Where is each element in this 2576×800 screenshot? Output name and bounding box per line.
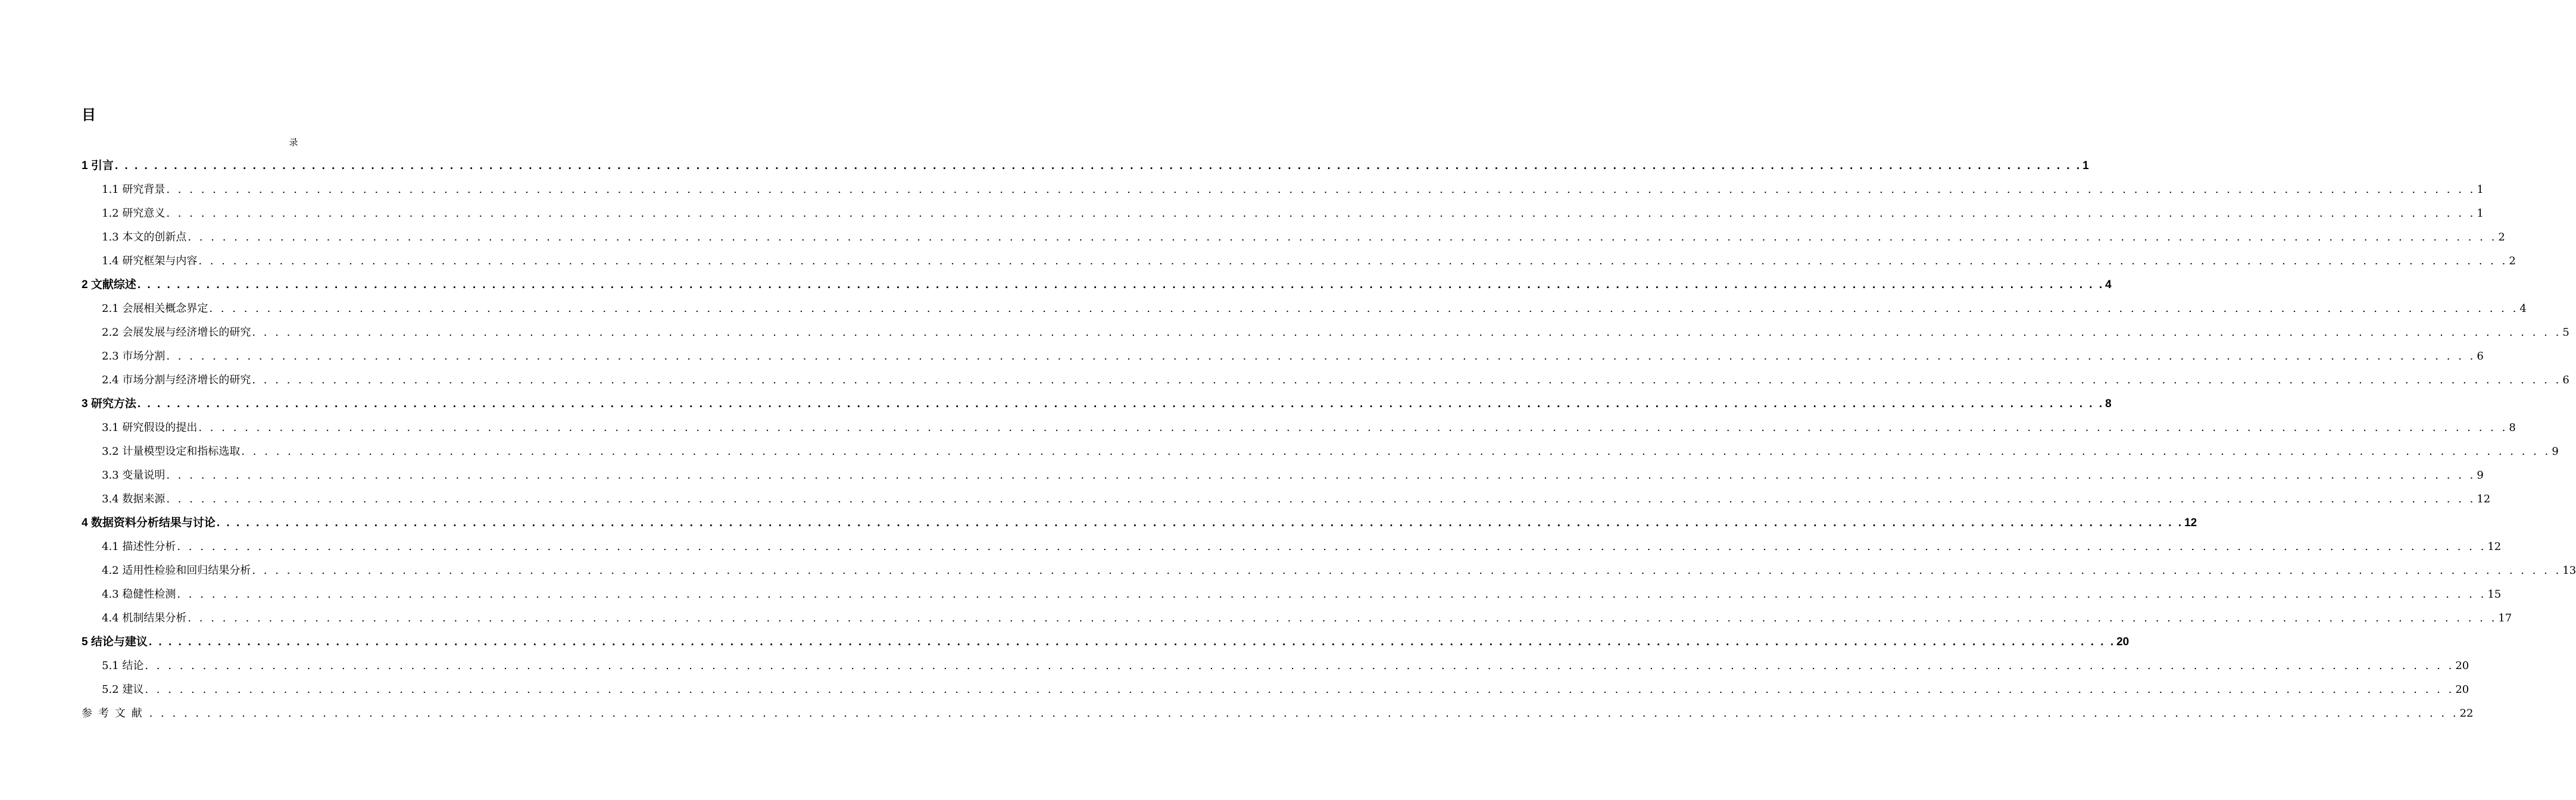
toc-section-entry[interactable]	[82, 559, 2576, 583]
toc-page-number: 9	[2477, 469, 2484, 482]
toc-page-number: 1	[2477, 183, 2484, 196]
toc-entry-label: 5 结论与建议	[82, 636, 148, 648]
toc-section-entry[interactable]	[82, 178, 2484, 202]
toc-dot-leader: . . . . . . . . . . . . . . . . . . . . . . . . . . . . . . . . . . . . . . . . . . . . . . . . . . . . . . . . . . . . . . . . . . . . . . . . . . . . . . . . . . . . . . . . . . . . . . . . . . . . . . . . . . . . . . . . . . . . . . . . . . . . . . . . . . . . . . . . . . . . . . . . . . . . . . . . . . . . . . . . . . . . . . . . . . . . . . . . . . . . . . . . . . . . . . . . . . . . . . . .	[188, 612, 2497, 624]
toc-entry-label: 5.2 建议	[102, 683, 144, 696]
toc-entry-label: 3.1 研究假设的提出	[102, 421, 198, 434]
toc-section-entry[interactable]	[82, 464, 2484, 488]
toc-entry-label: 参考文献	[82, 707, 148, 720]
toc-dot-leader: . . . . . . . . . . . . . . . . . . . . . . . . . . . . . . . . . . . . . . . . . . . . . . . . . . . . . . . . . . . . . . . . . . . . . . . . . . . . . . . . . . . . . . . . . . . . . . . . . . . . . . . . . . . . . . . . . . . . . . . . . . . . . . . . . . . . . . . . . . . . . . . . . . . . . . . . . . . . . . . . . . . . . . . . . . . . . . . . . . . . . . . . . . . . . . . . . . . . . . . .	[166, 183, 2476, 196]
toc-section-entry[interactable]	[82, 368, 2569, 392]
toc-dot-leader: . . . . . . . . . . . . . . . . . . . . . . . . . . . . . . . . . . . . . . . . . . . . . . . . . . . . . . . . . . . . . . . . . . . . . . . . . . . . . . . . . . . . . . . . . . . . . . . . . . . . . . . . . . . . . . . . . . . . . . . . . . . . . . . . . . . . . . . . . . . . . . . . . . . . . . . . . . . . . . . . . . . . . . . . . . . . . . . . . . . . . . . . . . . . . . . . . . . . . . . .	[198, 421, 2508, 434]
toc-entry-label: 3.3 变量说明	[102, 469, 166, 482]
toc-dot-leader: . . . . . . . . . . . . . . . . . . . . . . . . . . . . . . . . . . . . . . . . . . . . . . . . . . . . . . . . . . . . . . . . . . . . . . . . . . . . . . . . . . . . . . . . . . . . . . . . . . . . . . . . . . . . . . . . . . . . . . . . . . . . . . . . . . . . . . . . . . . . . . . . . . . . . . . . . . . . . . . . . . . . . . . . . . . . . . . . . . . . . . . . . . . . . . . . . . . . . . . .	[252, 374, 2562, 386]
toc-entry-label: 1.3 本文的创新点	[102, 231, 187, 243]
toc-dot-leader: . . . . . . . . . . . . . . . . . . . . . . . . . . . . . . . . . . . . . . . . . . . . . . . . . . . . . . . . . . . . . . . . . . . . . . . . . . . . . . . . . . . . . . . . . . . . . . . . . . . . . . . . . . . . . . . . . . . . . . . . . . . . . . . . . . . . . . . . . . . . . . . . . . . . . . . . . . . . . . . . . . . . . . . . . . . . . . . . . . . . . . . . . . . . . . . . . . . . . . . .	[241, 445, 2551, 458]
toc-page-number: 9	[2552, 445, 2559, 458]
toc-dot-leader: . . . . . . . . . . . . . . . . . . . . . . . . . . . . . . . . . . . . . . . . . . . . . . . . . . . . . . . . . . . . . . . . . . . . . . . . . . . . . . . . . . . . . . . . . . . . . . . . . . . . . . . . . . . . . . . . . . . . . . . . . . . . . . . . . . . . . . . . . . . . . . . . . . . . . . . . . . . . . . . . . . . . . . . . . . . . . . . . . . . . . . . . . . . . . . . . . . . . . . . .	[166, 493, 2476, 505]
toc-page-number: 6	[2562, 374, 2569, 386]
toc-entry-label: 4 数据资料分析结果与讨论	[82, 517, 216, 529]
toc-page-number: 17	[2498, 612, 2512, 624]
toc-page-number: 8	[2105, 398, 2112, 410]
toc-entry-label: 5.1 结论	[102, 660, 144, 672]
toc-dot-leader: . . . . . . . . . . . . . . . . . . . . . . . . . . . . . . . . . . . . . . . . . . . . . . . . . . . . . . . . . . . . . . . . . . . . . . . . . . . . . . . . . . . . . . . . . . . . . . . . . . . . . . . . . . . . . . . . . . . . . . . . . . . . . . . . . . . . . . . . . . . . . . . . . . . . . . . . . . . . . . . . . . . . . . . . . . . . . . . . . . . . . . . . . . . . . . . . . . . . . . . .	[145, 683, 2455, 696]
toc-dot-leader: . . . . . . . . . . . . . . . . . . . . . . . . . . . . . . . . . . . . . . . . . . . . . . . . . . . . . . . . . . . . . . . . . . . . . . . . . . . . . . . . . . . . . . . . . . . . . . . . . . . . . . . . . . . . . . . . . . . . . . . . . . . . . . . . . . . . . . . . . . . . . . . . . . . . . . . . . . . . . . . . . . . . . . . . . . . . . . . . . . . . . . . . . . . . . . . . . . . . . . . .	[188, 231, 2497, 243]
toc-section-entry[interactable]	[82, 202, 2484, 226]
toc-entry-label: 1.4 研究框架与内容	[102, 255, 198, 267]
toc-dot-leader: . . . . . . . . . . . . . . . . . . . . . . . . . . . . . . . . . . . . . . . . . . . . . . . . . . . . . . . . . . . . . . . . . . . . . . . . . . . . . . . . . . . . . . . . . . . . . . . . . . . . . . . . . . . . . . . . . . . . . . . . . . . . . . . . . . . . . . . . . . . . . . . . . . . . . . . . . . . . . . . . . . . . . . . . . . . . . . . . . . . . . . . . . . . . . . . . . . . . . . . .	[166, 469, 2476, 482]
toc-entry-label: 1 引言	[82, 160, 114, 172]
toc-section-entry[interactable]	[82, 607, 2512, 630]
toc-dot-leader: . . . . . . . . . . . . . . . . . . . . . . . . . . . . . . . . . . . . . . . . . . . . . . . . . . . . . . . . . . . . . . . . . . . . . . . . . . . . . . . . . . . . . . . . . . . . . . . . . . . . . . . . . . . . . . . . . . . . . . . . . . . . . . . . . . . . . . . . . . . . . . . . . . . . . . . . . . . . . . . . . . . . . . . . . . . . . . . . . . . . . . . . . . . . . . . . . . . . . . . .	[198, 255, 2508, 267]
toc-heading-second-char: 录	[289, 137, 298, 148]
toc-dot-leader: . . . . . . . . . . . . . . . . . . . . . . . . . . . . . . . . . . . . . . . . . . . . . . . . . . . . . . . . . . . . . . . . . . . . . . . . . . . . . . . . . . . . . . . . . . . . . . . . . . . . . . . . . . . . . . . . . . . . . . . . . . . . . . . . . . . . . . . . . . . . . . . . . . . . . . . . . . . . . . . . . . . . . . . . . . . . . . . . . . . . . . . . . . . . . . . . . . . . . . . .	[114, 160, 2082, 172]
toc-entry-label: 1.2 研究意义	[102, 207, 166, 220]
toc-entry-label: 3.2 计量模型设定和指标选取	[102, 445, 241, 458]
toc-dot-leader: . . . . . . . . . . . . . . . . . . . . . . . . . . . . . . . . . . . . . . . . . . . . . . . . . . . . . . . . . . . . . . . . . . . . . . . . . . . . . . . . . . . . . . . . . . . . . . . . . . . . . . . . . . . . . . . . . . . . . . . . . . . . . . . . . . . . . . . . . . . . . . . . . . . . . . . . . . . . . . . . . . . . . . . . . . . . . . . . . . . . . . . . . . . . . . . . . . . . . . . .	[166, 207, 2476, 220]
toc-chapter-entry[interactable]	[82, 154, 2089, 178]
toc-chapter-entry[interactable]	[82, 392, 2112, 416]
toc-dot-leader: . . . . . . . . . . . . . . . . . . . . . . . . . . . . . . . . . . . . . . . . . . . . . . . . . . . . . . . . . . . . . . . . . . . . . . . . . . . . . . . . . . . . . . . . . . . . . . . . . . . . . . . . . . . . . . . . . . . . . . . . . . . . . . . . . . . . . . . . . . . . . . . . . . . . . . . . . . . . . . . . . . . . . . . . . . . . . . . . . . . . . . . . . . . . . . . . . . . . . . . .	[166, 350, 2476, 362]
toc-chapter-entry[interactable]	[82, 511, 2197, 535]
toc-entry-label: 4.2 适用性检验和回归结果分析	[102, 564, 251, 577]
toc-entry-label: 2.2 会展发展与经济增长的研究	[102, 326, 251, 339]
toc-dot-leader: . . . . . . . . . . . . . . . . . . . . . . . . . . . . . . . . . . . . . . . . . . . . . . . . . . . . . . . . . . . . . . . . . . . . . . . . . . . . . . . . . . . . . . . . . . . . . . . . . . . . . . . . . . . . . . . . . . . . . . . . . . . . . . . . . . . . . . . . . . . . . . . . . . . . . . . . . . . . . . . . . . . . . . . . . . . . . . . . . . . . . . . . . . . . . . . . . . . . . . . .	[149, 707, 2459, 720]
toc-page-number: 20	[2455, 683, 2469, 696]
toc-section-entry[interactable]	[82, 297, 2527, 321]
toc-dot-leader: . . . . . . . . . . . . . . . . . . . . . . . . . . . . . . . . . . . . . . . . . . . . . . . . . . . . . . . . . . . . . . . . . . . . . . . . . . . . . . . . . . . . . . . . . . . . . . . . . . . . . . . . . . . . . . . . . . . . . . . . . . . . . . . . . . . . . . . . . . . . . . . . . . . . . . . . . . . . . . . . . . . . . . . . . . . . . . . . . . . . . . . . . . . . . . . . . . . . . . . .	[145, 660, 2455, 672]
toc-section-entry[interactable]	[82, 488, 2491, 511]
toc-entry-label: 2.4 市场分割与经济增长的研究	[102, 374, 251, 386]
toc-section-entry[interactable]	[82, 345, 2484, 368]
toc-entry-label: 3.4 数据来源	[102, 493, 166, 505]
toc-entry-label: 1.1 研究背景	[102, 183, 166, 196]
toc-entry-label: 4.3 稳健性检测	[102, 588, 176, 601]
toc-entry-label: 4.1 描述性分析	[102, 540, 176, 553]
toc-dot-leader: . . . . . . . . . . . . . . . . . . . . . . . . . . . . . . . . . . . . . . . . . . . . . . . . . . . . . . . . . . . . . . . . . . . . . . . . . . . . . . . . . . . . . . . . . . . . . . . . . . . . . . . . . . . . . . . . . . . . . . . . . . . . . . . . . . . . . . . . . . . . . . . . . . . . . . . . . . . . . . . . . . . . . . . . . . . . . . . . . . . . . . . . . . . . . . . . . . . . . . . .	[137, 398, 2104, 410]
toc-page-number: 4	[2519, 302, 2527, 315]
toc-section-entry[interactable]	[82, 416, 2516, 440]
toc-entry-label: 3 研究方法	[82, 398, 136, 410]
toc-page-number: 22	[2459, 707, 2474, 720]
toc-entry-label: 2.1 会展相关概念界定	[102, 302, 208, 315]
table-of-contents	[82, 154, 2576, 726]
toc-section-entry[interactable]	[82, 535, 2502, 559]
toc-section-entry[interactable]	[82, 440, 2559, 464]
toc-page-number: 1	[2477, 207, 2484, 220]
toc-dot-leader: . . . . . . . . . . . . . . . . . . . . . . . . . . . . . . . . . . . . . . . . . . . . . . . . . . . . . . . . . . . . . . . . . . . . . . . . . . . . . . . . . . . . . . . . . . . . . . . . . . . . . . . . . . . . . . . . . . . . . . . . . . . . . . . . . . . . . . . . . . . . . . . . . . . . . . . . . . . . . . . . . . . . . . . . . . . . . . . . . . . . . . . . . . . . . . . . . . . . . . . .	[252, 564, 2562, 577]
toc-chapter-entry[interactable]	[82, 630, 2130, 654]
toc-heading-first-char: 目	[82, 107, 96, 123]
toc-dot-leader: . . . . . . . . . . . . . . . . . . . . . . . . . . . . . . . . . . . . . . . . . . . . . . . . . . . . . . . . . . . . . . . . . . . . . . . . . . . . . . . . . . . . . . . . . . . . . . . . . . . . . . . . . . . . . . . . . . . . . . . . . . . . . . . . . . . . . . . . . . . . . . . . . . . . . . . . . . . . . . . . . . . . . . . . . . . . . . . . . . . . . . . . . . . . . . . . . . . . . . . .	[216, 517, 2184, 529]
toc-page-number: 5	[2562, 326, 2569, 339]
toc-page-number: 12	[2184, 517, 2197, 529]
toc-dot-leader: . . . . . . . . . . . . . . . . . . . . . . . . . . . . . . . . . . . . . . . . . . . . . . . . . . . . . . . . . . . . . . . . . . . . . . . . . . . . . . . . . . . . . . . . . . . . . . . . . . . . . . . . . . . . . . . . . . . . . . . . . . . . . . . . . . . . . . . . . . . . . . . . . . . . . . . . . . . . . . . . . . . . . . . . . . . . . . . . . . . . . . . . . . . . . . . . . . . . . . . .	[252, 326, 2562, 339]
toc-page-number: 12	[2477, 493, 2491, 505]
toc-section-entry[interactable]	[82, 654, 2469, 678]
toc-section-entry[interactable]	[82, 321, 2569, 345]
toc-chapter-entry[interactable]	[82, 273, 2112, 297]
toc-page-number: 13	[2562, 564, 2576, 577]
toc-page-number: 20	[2455, 660, 2469, 672]
toc-dot-leader: . . . . . . . . . . . . . . . . . . . . . . . . . . . . . . . . . . . . . . . . . . . . . . . . . . . . . . . . . . . . . . . . . . . . . . . . . . . . . . . . . . . . . . . . . . . . . . . . . . . . . . . . . . . . . . . . . . . . . . . . . . . . . . . . . . . . . . . . . . . . . . . . . . . . . . . . . . . . . . . . . . . . . . . . . . . . . . . . . . . . . . . . . . . . . . . . . . . . . . . .	[148, 636, 2116, 648]
toc-page-number: 2	[2509, 255, 2516, 267]
toc-page-number: 12	[2487, 540, 2502, 553]
toc-dot-leader: . . . . . . . . . . . . . . . . . . . . . . . . . . . . . . . . . . . . . . . . . . . . . . . . . . . . . . . . . . . . . . . . . . . . . . . . . . . . . . . . . . . . . . . . . . . . . . . . . . . . . . . . . . . . . . . . . . . . . . . . . . . . . . . . . . . . . . . . . . . . . . . . . . . . . . . . . . . . . . . . . . . . . . . . . . . . . . . . . . . . . . . . . . . . . . . . . . . . . . . .	[177, 540, 2487, 553]
toc-page-number: 1	[2082, 160, 2089, 172]
toc-dot-leader: . . . . . . . . . . . . . . . . . . . . . . . . . . . . . . . . . . . . . . . . . . . . . . . . . . . . . . . . . . . . . . . . . . . . . . . . . . . . . . . . . . . . . . . . . . . . . . . . . . . . . . . . . . . . . . . . . . . . . . . . . . . . . . . . . . . . . . . . . . . . . . . . . . . . . . . . . . . . . . . . . . . . . . . . . . . . . . . . . . . . . . . . . . . . . . . . . . . . . . . .	[177, 588, 2487, 601]
toc-page-number: 20	[2116, 636, 2130, 648]
toc-entry-label: 2 文献综述	[82, 279, 136, 291]
toc-dot-leader: . . . . . . . . . . . . . . . . . . . . . . . . . . . . . . . . . . . . . . . . . . . . . . . . . . . . . . . . . . . . . . . . . . . . . . . . . . . . . . . . . . . . . . . . . . . . . . . . . . . . . . . . . . . . . . . . . . . . . . . . . . . . . . . . . . . . . . . . . . . . . . . . . . . . . . . . . . . . . . . . . . . . . . . . . . . . . . . . . . . . . . . . . . . . . . . . . . . . . . . .	[137, 279, 2104, 291]
toc-page-number: 6	[2477, 350, 2484, 362]
toc-section-entry[interactable]	[82, 583, 2502, 607]
toc-page-number: 15	[2487, 588, 2502, 601]
toc-entry-label: 2.3 市场分割	[102, 350, 166, 362]
toc-references-entry[interactable]	[82, 702, 2474, 726]
toc-section-entry[interactable]	[82, 249, 2516, 273]
toc-section-entry[interactable]	[82, 678, 2469, 702]
toc-page-number: 2	[2498, 231, 2505, 243]
toc-page-number: 4	[2105, 279, 2112, 291]
toc-dot-leader: . . . . . . . . . . . . . . . . . . . . . . . . . . . . . . . . . . . . . . . . . . . . . . . . . . . . . . . . . . . . . . . . . . . . . . . . . . . . . . . . . . . . . . . . . . . . . . . . . . . . . . . . . . . . . . . . . . . . . . . . . . . . . . . . . . . . . . . . . . . . . . . . . . . . . . . . . . . . . . . . . . . . . . . . . . . . . . . . . . . . . . . . . . . . . . . . . . . . . . . .	[209, 302, 2519, 315]
toc-entry-label: 4.4 机制结果分析	[102, 612, 187, 624]
toc-section-entry[interactable]	[82, 226, 2505, 249]
toc-page-number: 8	[2509, 421, 2516, 434]
